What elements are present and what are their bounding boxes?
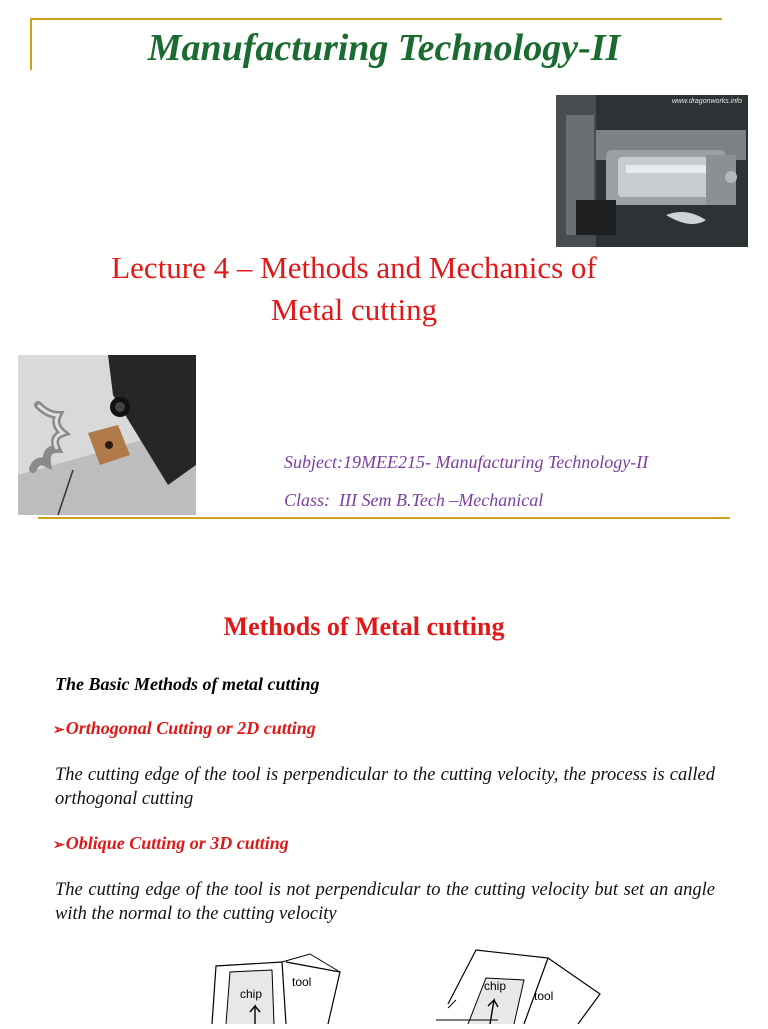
- lecture-title-line-1: Lecture 4 – Methods and Mechanics of: [111, 250, 597, 285]
- bullet-label: Oblique Cutting or 3D cutting: [65, 833, 289, 853]
- basic-methods-heading: The Basic Methods of metal cutting: [55, 674, 320, 694]
- oblique-cutting-diagram: [428, 948, 608, 1024]
- bullet-oblique-cutting: [53, 833, 289, 854]
- chip-label: chip: [240, 987, 263, 1001]
- orthogonal-diagram-svg: [200, 948, 360, 1024]
- orthogonal-cutting-diagram: [200, 948, 360, 1024]
- chip-label: chip: [484, 979, 507, 993]
- bottom-divider: [38, 517, 730, 519]
- orthogonal-description: The cutting edge of the tool is perpendicular to the cutting velocity, the process is called orthogonal cutting: [55, 765, 715, 809]
- course-title: Manufacturing Technology-II: [147, 27, 621, 69]
- cutting-insert-illustration: [18, 355, 196, 515]
- cutting-insert-photo: [18, 355, 196, 515]
- bullet-orthogonal-cutting: [53, 718, 316, 739]
- photo-watermark: www.dragonworks.info: [671, 98, 742, 105]
- subject-line: Subject:19MEE215- Manufacturing Technology-II: [284, 452, 649, 472]
- top-divider: [30, 18, 722, 20]
- class-line: Class: III Sem B.Tech –Mechanical: [284, 490, 544, 510]
- arrow-bullet-icon: ➢: [53, 838, 65, 853]
- oblique-diagram-svg: [428, 948, 608, 1024]
- oblique-description: The cutting edge of the tool is not perpendicular to the cutting velocity but set an angle with the normal to the cutting velocity: [55, 880, 715, 924]
- machining-photo: [556, 95, 748, 247]
- lecture-title-line-2: Metal cutting: [270, 292, 438, 327]
- arrow-bullet-icon: ➢: [53, 723, 65, 738]
- machining-photo-illustration: [556, 95, 748, 247]
- section-title: Methods of Metal cutting: [223, 612, 505, 641]
- tool-label: tool: [534, 989, 554, 1003]
- tool-label: tool: [292, 975, 312, 989]
- bullet-label: Orthogonal Cutting or 2D cutting: [65, 718, 316, 738]
